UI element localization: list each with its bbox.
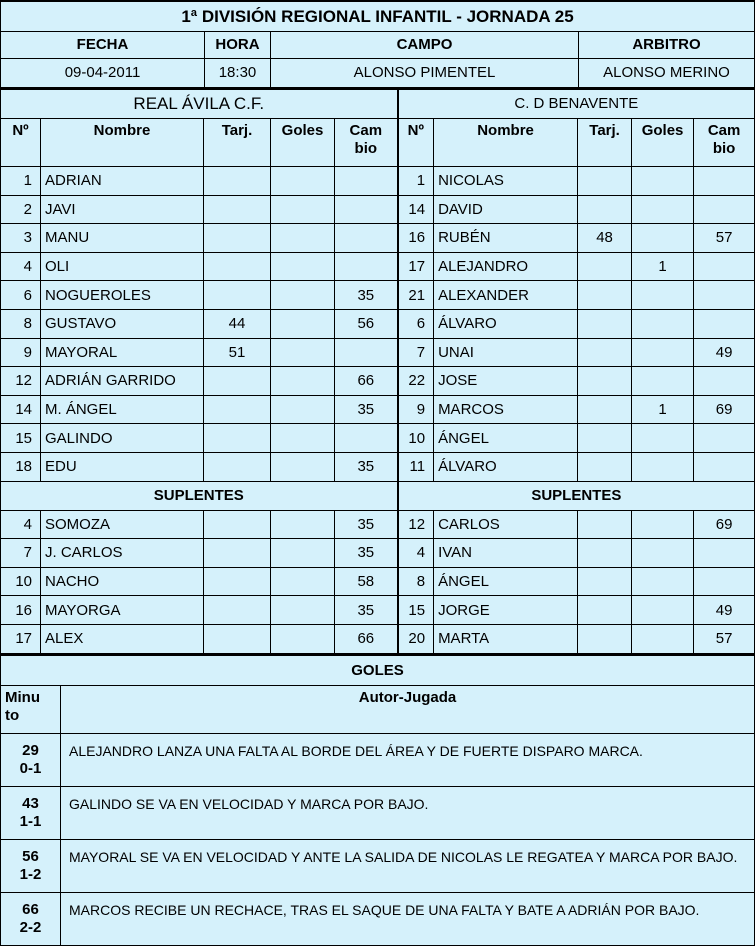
starter-row [1, 195, 755, 224]
away-player-number: 12 [398, 510, 434, 539]
arbitro-header: ARBITRO [579, 32, 755, 59]
away-player-goals [632, 281, 694, 310]
home-player-number: 7 [1, 539, 41, 568]
away-player-cards [578, 281, 632, 310]
fecha-header: FECHA [1, 32, 205, 59]
home-col-tarj: Tarj. [204, 119, 271, 167]
away-player-sub [694, 424, 755, 453]
away-player-number: 9 [398, 395, 434, 424]
away-player-number: 16 [398, 224, 434, 253]
home-player-cards [204, 281, 271, 310]
away-player-cards [578, 596, 632, 625]
home-player-cards [204, 167, 271, 196]
home-player-goals [271, 539, 335, 568]
home-player-cards [204, 195, 271, 224]
starter-row [1, 424, 755, 453]
away-player-number: 1 [398, 167, 434, 196]
campo-value: ALONSO PIMENTEL [271, 59, 579, 89]
starter-row [1, 281, 755, 310]
home-player-goals [271, 424, 335, 453]
away-player-name: MARTA [434, 624, 578, 653]
goal-minute-cell [1, 892, 61, 945]
hora-value: 18:30 [205, 59, 271, 89]
home-player-goals [271, 167, 335, 196]
away-player-number: 7 [398, 338, 434, 367]
home-player-number: 16 [1, 596, 41, 625]
home-player-sub: 35 [335, 395, 398, 424]
away-player-goals [632, 167, 694, 196]
home-player-sub [335, 424, 398, 453]
home-col-num: Nº [1, 119, 41, 167]
home-player-number: 18 [1, 452, 41, 481]
home-player-cards: 51 [204, 338, 271, 367]
goal-score: 1-2 [19, 865, 42, 883]
starter-row [1, 224, 755, 253]
away-player-number: 8 [398, 567, 434, 596]
away-player-number: 6 [398, 309, 434, 338]
home-player-name: NOGUEROLES [41, 281, 204, 310]
away-player-number: 22 [398, 367, 434, 396]
home-player-goals [271, 195, 335, 224]
match-info-table [0, 0, 755, 89]
goal-minute: 29 [22, 741, 39, 759]
away-player-number: 15 [398, 596, 434, 625]
away-player-name: ÁNGEL [434, 424, 578, 453]
home-player-number: 2 [1, 195, 41, 224]
home-player-goals [271, 252, 335, 281]
away-player-name: CARLOS [434, 510, 578, 539]
away-player-name: IVAN [434, 539, 578, 568]
away-player-cards [578, 539, 632, 568]
home-player-sub [335, 167, 398, 196]
away-player-cards [578, 309, 632, 338]
away-col-goles: Goles [632, 119, 694, 167]
home-player-goals [271, 624, 335, 653]
home-player-goals [271, 224, 335, 253]
goal-description: GALINDO SE VA EN VELOCIDAD Y MARCA POR BAJO. [61, 786, 755, 839]
home-col-cambio: Cam bio [335, 119, 398, 167]
home-player-sub: 35 [335, 539, 398, 568]
goal-score: 1-1 [19, 812, 42, 830]
home-player-sub: 35 [335, 452, 398, 481]
away-player-goals [632, 195, 694, 224]
away-player-name: UNAI [434, 338, 578, 367]
goals-col-author: Autor-Jugada [61, 685, 755, 733]
away-player-cards: 48 [578, 224, 632, 253]
away-player-goals [632, 338, 694, 367]
away-player-goals [632, 309, 694, 338]
home-player-sub [335, 195, 398, 224]
away-player-cards [578, 452, 632, 481]
home-player-goals [271, 567, 335, 596]
home-player-sub: 56 [335, 309, 398, 338]
away-player-cards [578, 567, 632, 596]
home-player-sub: 35 [335, 510, 398, 539]
sub-row [1, 510, 755, 539]
away-player-name: ÁNGEL [434, 567, 578, 596]
home-player-number: 3 [1, 224, 41, 253]
away-player-cards [578, 195, 632, 224]
home-player-number: 4 [1, 252, 41, 281]
home-player-goals [271, 510, 335, 539]
away-player-sub [694, 167, 755, 196]
away-player-goals: 1 [632, 395, 694, 424]
home-player-cards: 44 [204, 309, 271, 338]
starter-row [1, 167, 755, 196]
goal-description: ALEJANDRO LANZA UNA FALTA AL BORDE DEL ÁREA Y DE FUERTE DISPARO MARCA. [61, 733, 755, 786]
starter-row [1, 367, 755, 396]
home-col-goles: Goles [271, 119, 335, 167]
away-player-sub: 49 [694, 338, 755, 367]
away-player-cards [578, 367, 632, 396]
away-player-cards [578, 395, 632, 424]
away-player-name: DAVID [434, 195, 578, 224]
home-player-sub: 66 [335, 624, 398, 653]
away-player-name: NICOLAS [434, 167, 578, 196]
home-player-name: ADRIAN [41, 167, 204, 196]
fecha-value: 09-04-2011 [1, 59, 205, 89]
away-player-name: ÁLVARO [434, 452, 578, 481]
away-player-cards [578, 624, 632, 653]
home-team-name: REAL ÁVILA C.F. [1, 90, 398, 119]
home-player-goals [271, 309, 335, 338]
away-player-sub [694, 367, 755, 396]
sub-row [1, 624, 755, 653]
home-player-number: 12 [1, 367, 41, 396]
home-player-sub: 66 [335, 367, 398, 396]
away-player-cards [578, 424, 632, 453]
away-player-number: 17 [398, 252, 434, 281]
away-player-number: 21 [398, 281, 434, 310]
home-player-cards [204, 424, 271, 453]
home-player-number: 1 [1, 167, 41, 196]
campo-header: CAMPO [271, 32, 579, 59]
home-player-name: MAYORAL [41, 338, 204, 367]
away-player-number: 11 [398, 452, 434, 481]
home-player-cards [204, 224, 271, 253]
away-player-goals [632, 539, 694, 568]
goal-score: 2-2 [19, 918, 42, 936]
home-player-goals [271, 596, 335, 625]
home-player-sub [335, 224, 398, 253]
home-player-name: M. ÁNGEL [41, 395, 204, 424]
home-player-name: J. CARLOS [41, 539, 204, 568]
home-col-nombre: Nombre [41, 119, 204, 167]
goal-row [1, 733, 755, 786]
home-player-sub: 58 [335, 567, 398, 596]
away-player-sub [694, 309, 755, 338]
away-player-name: MARCOS [434, 395, 578, 424]
home-player-name: JAVI [41, 195, 204, 224]
home-player-name: ADRIÁN GARRIDO [41, 367, 204, 396]
page-title: 1ª DIVISIÓN REGIONAL INFANTIL - JORNADA 25 [1, 1, 755, 32]
home-player-cards [204, 596, 271, 625]
away-player-sub: 57 [694, 224, 755, 253]
goal-minute: 66 [22, 900, 39, 918]
home-player-cards [204, 395, 271, 424]
home-player-number: 8 [1, 309, 41, 338]
goal-row [1, 786, 755, 839]
starter-row [1, 452, 755, 481]
away-player-name: RUBÉN [434, 224, 578, 253]
starter-row [1, 395, 755, 424]
away-col-nombre: Nombre [434, 119, 578, 167]
home-player-number: 4 [1, 510, 41, 539]
away-player-number: 14 [398, 195, 434, 224]
away-player-goals [632, 452, 694, 481]
away-player-sub: 69 [694, 395, 755, 424]
goal-row [1, 892, 755, 945]
home-player-name: SOMOZA [41, 510, 204, 539]
away-col-tarj: Tarj. [578, 119, 632, 167]
hora-header: HORA [205, 32, 271, 59]
away-player-name: JORGE [434, 596, 578, 625]
away-team-name: C. D BENAVENTE [398, 90, 755, 119]
home-player-name: EDU [41, 452, 204, 481]
away-player-sub [694, 539, 755, 568]
away-player-sub [694, 452, 755, 481]
away-player-goals [632, 424, 694, 453]
away-player-goals [632, 224, 694, 253]
away-player-number: 10 [398, 424, 434, 453]
home-player-name: MAYORGA [41, 596, 204, 625]
away-player-sub: 69 [694, 510, 755, 539]
home-player-number: 10 [1, 567, 41, 596]
away-player-cards [578, 167, 632, 196]
starter-row [1, 309, 755, 338]
away-player-sub: 49 [694, 596, 755, 625]
starter-row [1, 338, 755, 367]
away-player-sub: 57 [694, 624, 755, 653]
goal-score: 0-1 [19, 759, 42, 777]
away-player-goals: 1 [632, 252, 694, 281]
home-player-name: GALINDO [41, 424, 204, 453]
away-player-sub [694, 567, 755, 596]
home-player-cards [204, 367, 271, 396]
home-player-number: 15 [1, 424, 41, 453]
away-player-cards [578, 510, 632, 539]
away-player-goals [632, 567, 694, 596]
home-player-cards [204, 624, 271, 653]
home-player-number: 14 [1, 395, 41, 424]
home-player-name: NACHO [41, 567, 204, 596]
home-player-sub [335, 252, 398, 281]
home-player-cards [204, 452, 271, 481]
away-player-name: ÁLVARO [434, 309, 578, 338]
goal-minute: 56 [22, 847, 39, 865]
away-player-number: 4 [398, 539, 434, 568]
goal-minute-cell [1, 839, 61, 892]
sub-row [1, 567, 755, 596]
goals-table [0, 654, 755, 946]
away-player-sub [694, 195, 755, 224]
away-player-sub [694, 281, 755, 310]
lineup-table [0, 89, 755, 654]
sub-row [1, 539, 755, 568]
home-player-sub [335, 338, 398, 367]
away-player-cards [578, 252, 632, 281]
home-player-number: 6 [1, 281, 41, 310]
goal-row [1, 839, 755, 892]
goal-description: MARCOS RECIBE UN RECHACE, TRAS EL SAQUE DE UNA FALTA Y BATE A ADRIÁN POR BAJO. [61, 892, 755, 945]
away-col-num: Nº [398, 119, 434, 167]
home-player-name: ALEX [41, 624, 204, 653]
starter-row [1, 252, 755, 281]
home-player-cards [204, 510, 271, 539]
home-player-name: MANU [41, 224, 204, 253]
away-player-goals [632, 596, 694, 625]
away-player-name: ALEJANDRO [434, 252, 578, 281]
home-player-goals [271, 452, 335, 481]
home-player-name: OLI [41, 252, 204, 281]
arbitro-value: ALONSO MERINO [579, 59, 755, 89]
home-player-goals [271, 338, 335, 367]
goal-minute: 43 [22, 794, 39, 812]
home-player-goals [271, 367, 335, 396]
home-player-goals [271, 281, 335, 310]
away-player-goals [632, 367, 694, 396]
away-player-sub [694, 252, 755, 281]
goals-col-minute: Minu to [1, 685, 61, 733]
home-player-sub: 35 [335, 281, 398, 310]
home-player-cards [204, 539, 271, 568]
away-player-goals [632, 624, 694, 653]
home-player-cards [204, 567, 271, 596]
goal-description: MAYORAL SE VA EN VELOCIDAD Y ANTE LA SALIDA DE NICOLAS LE REGATEA Y MARCA POR BAJO. [61, 839, 755, 892]
home-player-name: GUSTAVO [41, 309, 204, 338]
away-player-name: ALEXANDER [434, 281, 578, 310]
home-player-cards [204, 252, 271, 281]
goal-minute-cell [1, 786, 61, 839]
goal-minute-cell [1, 733, 61, 786]
goals-title: GOLES [1, 655, 755, 686]
away-subs-header: SUPLENTES [398, 481, 755, 510]
home-player-goals [271, 395, 335, 424]
home-player-number: 9 [1, 338, 41, 367]
away-col-cambio: Cam bio [694, 119, 755, 167]
away-player-name: JOSE [434, 367, 578, 396]
home-player-sub: 35 [335, 596, 398, 625]
away-player-cards [578, 338, 632, 367]
home-player-number: 17 [1, 624, 41, 653]
sub-row [1, 596, 755, 625]
away-player-number: 20 [398, 624, 434, 653]
away-player-goals [632, 510, 694, 539]
home-subs-header: SUPLENTES [1, 481, 398, 510]
